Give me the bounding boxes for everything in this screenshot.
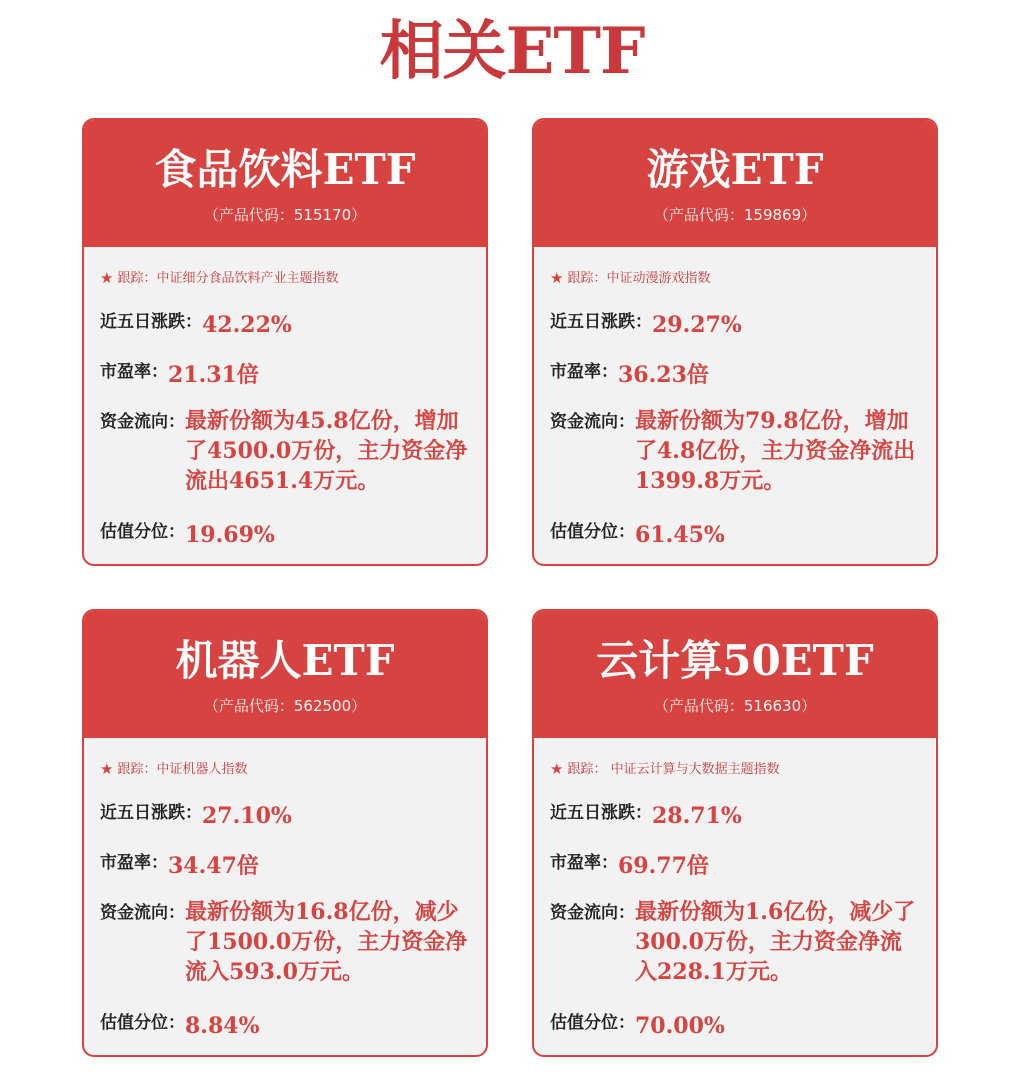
product-code: （产品代码：516630） <box>653 697 817 715</box>
five-day-change-row <box>100 799 472 831</box>
product-code: （产品代码：159869） <box>653 206 817 224</box>
star-icon: ★ <box>550 269 564 287</box>
valuation-percentile-value: 61.45% <box>635 522 725 548</box>
card-title: 云计算50ETF <box>596 636 874 685</box>
five-day-change-row <box>550 308 922 340</box>
fund-flow-label: 资金流向： <box>100 903 185 923</box>
pe-ratio-row <box>550 358 922 390</box>
pe-ratio-label: 市盈率： <box>550 853 618 873</box>
pe-ratio-row <box>550 849 922 881</box>
fund-flow-label: 资金流向： <box>550 412 635 432</box>
valuation-percentile-row <box>550 518 922 550</box>
pe-ratio-label: 市盈率： <box>100 853 168 873</box>
card-title: 食品饮料ETF <box>154 145 416 194</box>
pe-ratio-row <box>100 358 472 390</box>
track-text: 跟踪：中证机器人指数 <box>117 762 248 777</box>
five-day-change-label: 近五日涨跌： <box>100 803 202 823</box>
etf-card-cloud-computing <box>532 609 938 1057</box>
card-header <box>84 611 486 738</box>
five-day-change-value: 27.10% <box>202 803 292 829</box>
valuation-percentile-row <box>100 518 472 550</box>
five-day-change-row <box>550 799 922 831</box>
etf-card-gaming <box>532 118 938 566</box>
valuation-percentile-label: 估值分位： <box>100 522 185 542</box>
product-code: （产品代码：562500） <box>203 697 367 715</box>
fund-flow-row <box>550 899 922 987</box>
card-header <box>84 120 486 247</box>
pe-ratio-value: 21.31倍 <box>168 362 259 388</box>
pe-ratio-row <box>100 849 472 881</box>
star-icon: ★ <box>100 760 114 778</box>
fund-flow-row <box>100 408 472 496</box>
etf-card-food-beverage <box>82 118 488 566</box>
fund-flow-label: 资金流向： <box>550 903 635 923</box>
fund-flow-row <box>100 899 472 987</box>
valuation-percentile-row <box>100 1009 472 1041</box>
product-code: （产品代码：515170） <box>203 206 367 224</box>
track-text: 跟踪：中证细分食品饮料产业主题指数 <box>117 271 339 286</box>
card-title: 机器人ETF <box>175 636 395 685</box>
track-index <box>550 759 926 780</box>
valuation-percentile-value: 70.00% <box>635 1013 725 1039</box>
five-day-change-label: 近五日涨跌： <box>550 312 652 332</box>
valuation-percentile-label: 估值分位： <box>100 1013 185 1033</box>
pe-ratio-value: 36.23倍 <box>618 362 709 388</box>
track-index <box>100 759 476 780</box>
valuation-percentile-value: 8.84% <box>185 1013 260 1039</box>
track-index <box>100 268 476 289</box>
card-title: 游戏ETF <box>646 145 824 194</box>
pe-ratio-label: 市盈率： <box>550 362 618 382</box>
five-day-change-value: 29.27% <box>652 312 742 338</box>
card-header <box>534 611 936 738</box>
track-index <box>550 268 926 289</box>
card-header <box>534 120 936 247</box>
fund-flow-value: 最新份额为45.8亿份，增加了4500.0万份，主力资金净流出4651.4万元。 <box>185 408 468 494</box>
pe-ratio-value: 34.47倍 <box>168 853 259 879</box>
page-title: 相关ETF <box>379 14 645 89</box>
pe-ratio-value: 69.77倍 <box>618 853 709 879</box>
fund-flow-value: 最新份额为79.8亿份，增加了4.8亿份，主力资金净流出1399.8万元。 <box>635 408 916 494</box>
five-day-change-row <box>100 308 472 340</box>
fund-flow-value: 最新份额为1.6亿份，减少了300.0万份，主力资金净流入228.1万元。 <box>635 899 916 985</box>
valuation-percentile-row <box>550 1009 922 1041</box>
star-icon: ★ <box>550 760 564 778</box>
five-day-change-value: 42.22% <box>202 312 292 338</box>
five-day-change-value: 28.71% <box>652 803 742 829</box>
five-day-change-label: 近五日涨跌： <box>100 312 202 332</box>
track-text: 跟踪： 中证云计算与大数据主题指数 <box>567 762 780 777</box>
valuation-percentile-label: 估值分位： <box>550 1013 635 1033</box>
fund-flow-label: 资金流向： <box>100 412 185 432</box>
etf-card-robotics <box>82 609 488 1057</box>
valuation-percentile-value: 19.69% <box>185 522 275 548</box>
valuation-percentile-label: 估值分位： <box>550 522 635 542</box>
fund-flow-row <box>550 408 922 496</box>
five-day-change-label: 近五日涨跌： <box>550 803 652 823</box>
pe-ratio-label: 市盈率： <box>100 362 168 382</box>
fund-flow-value: 最新份额为16.8亿份，减少了1500.0万份，主力资金净流入593.0万元。 <box>185 899 468 985</box>
track-text: 跟踪：中证动漫游戏指数 <box>567 271 711 286</box>
star-icon: ★ <box>100 269 114 287</box>
